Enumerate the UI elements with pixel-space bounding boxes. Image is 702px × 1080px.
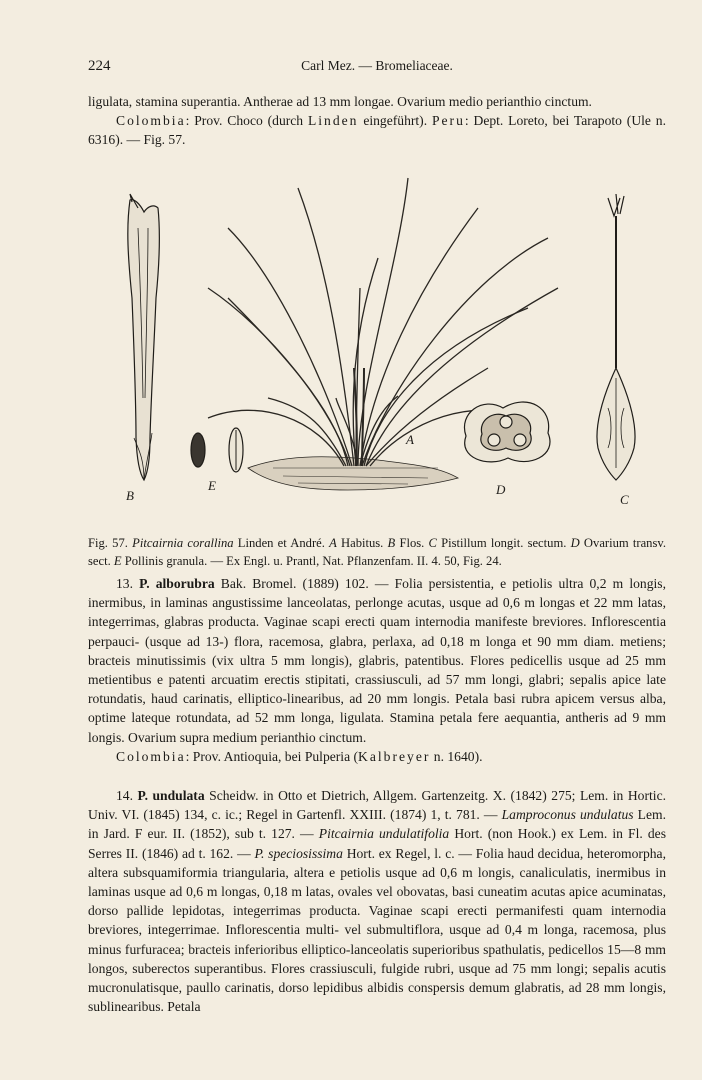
species-14-text-1: Scheidw. in Otto et Dietrich, Allgem. Gartenzeitg. X. (1842) 275; Lem. in Hortic. Univ. VI. (1845) 134, c. ic.; Regel in Gartenfl. XXIII. (1874) 1, t. 781. — <box>88 788 666 823</box>
species-13-text: Bak. Bromel. (1889) 102. — Folia persistentia, e petiolis ultra 0,2 m longis, inermibus, in laminas angustissime lanceolatas, perlonge acutas, usque ad 0,6 m longas et 22 mm latas, integerrimas, glabras producta. Vaginae scapi erecti quam internodia manifeste breviores. Inflorescentia perpauci- (usque ad 13-) flora, racemosa, glabra, perlaxa, ad 0,18 m longa et 90 mm diam. metiens; bracteis minutissimis (vix ultra 5 mm longis), glabris, patentibus. Flores pedicellis usque ad 25 mm metientibus e patenti arcuatim erectis stipitati, crassiusculi, ad 57 mm longi, glabri; sepalis apice late rotundatis, haud carinatis, elliptico-linearibus, ad 20 mm longis. Petala basi rubra apicem versus alba, optime lateque rotundata, ad 52 mm longa, ligulata. Stamina petala fere aequantia, antheris ad 9 mm longis. Ovarium supra medium perianthio cinctum. <box>88 576 666 745</box>
intro-paragraph <box>88 92 666 150</box>
caption-species: Pitcairnia corallina <box>132 536 234 550</box>
caption-letter-a: A <box>329 536 337 550</box>
caption-text-b: Flos. <box>395 536 429 550</box>
caption-letter-b: B <box>387 536 396 550</box>
running-title: Carl Mez. — Bromeliaceae. <box>301 58 453 73</box>
species-14-name: P. undulata <box>137 788 205 803</box>
page-header <box>88 58 666 78</box>
locality-country-2: Peru <box>431 113 465 129</box>
species-13-locality-text: : Prov. Antioquia, bei Pulperia ( <box>185 748 359 764</box>
species-13-number: 13. <box>116 576 140 591</box>
figure-caption <box>88 534 666 570</box>
species-14-number: 14. <box>116 788 138 803</box>
figure-label-d: D <box>496 482 506 497</box>
species-14-synonym-2: Pitcairnia undulatifolia <box>318 826 450 842</box>
pollen-drawing-e <box>191 428 243 472</box>
species-13-entry <box>88 574 666 766</box>
caption-letter-e: E <box>113 554 122 568</box>
locality-line <box>88 111 666 149</box>
species-14-synonym-1: Lamproconus undulatus <box>501 807 634 823</box>
caption-letter-c: C <box>428 536 437 550</box>
locality-country: Colombia <box>116 113 186 129</box>
species-13-country: Colombia <box>116 748 186 764</box>
caption-text-a: Habitus. <box>336 536 388 550</box>
species-13-collector: Kalbreyer <box>358 748 431 764</box>
flower-drawing-b <box>128 194 159 480</box>
species-13-locality <box>88 747 666 766</box>
figure-57 <box>108 168 648 530</box>
page-number: 224 <box>88 58 111 74</box>
intro-line: ligulata, stamina superantia. Antherae ad 13 mm longae. Ovarium medio perianthio cinctum. <box>88 94 592 109</box>
figure-label-a: A <box>406 432 414 447</box>
locality-text: : Prov. Choco (durch <box>185 113 308 129</box>
species-14-entry <box>88 786 666 1016</box>
species-13-name: P. alborubra <box>139 576 215 591</box>
figure-label-e: E <box>208 478 216 493</box>
species-14-text-2: Lem. in Jard. F eur. II. (1852), sub t. 127. — <box>88 807 666 842</box>
collector-name: Linden <box>307 113 359 129</box>
caption-letter-d: D <box>570 536 580 550</box>
figure-label-c: C <box>620 492 629 507</box>
locality-text-2: eingeführt). <box>358 113 432 129</box>
species-13-locality-text-2: n. 1640). <box>430 748 483 764</box>
species-14-text-4: Hort. ex Regel, l. c. — Folia haud decidua, heteromorpha, altera subsquamiformia triangularia, altera e petiolis usque ad 0,6 m longis, canaliculatis, inermibus in laminas usque ad 0,6 m longas, 0,18 m latas, ovales vel obovatas, basi cuneatim acutas apice acuminatas, dorso pallide lepidotas, integerrimas producta. Vaginae scapi erecti permanifesti quam internodia breviores, integerrimae. Inflorescentia multi- vel submultiflora, usque ad 0,4 m longa, racemosa, plus minus furfuracea; bracteis inferioribus elliptico-lanceolatis superioribus spathulatis, pedicellos 15—8 mm longos, suberectos superantibus. Flores crassiusculi, fulgide rubri, usque ad 75 mm longi; sepalis acutis mucronulatisque, paullo carinatis, dorso lepidibus albidis conspersis demum glabratis, ad 28 mm longis, sublinearibus. Petala <box>88 845 666 1015</box>
caption-fig-no: Fig. 57. <box>88 536 128 550</box>
caption-text-c: Pistillum longit. sectum. <box>436 536 571 550</box>
pistil-drawing-c <box>597 194 635 480</box>
ovary-section-drawing-d <box>464 402 550 462</box>
caption-text-d: Ovarium transv. sect. <box>88 536 667 568</box>
species-14-synonym-3: P. speciosissima <box>254 845 343 861</box>
species-14-text-3: Hort. (non Hook.) ex Lem. in Fl. des Serres II. (1846) ad t. 162. — <box>88 826 667 861</box>
species-13-description <box>88 574 666 747</box>
figure-label-b: B <box>126 488 134 503</box>
caption-text-e: Pollinis granula. — Ex Engl. u. Prantl, Nat. Pflanzenfam. II. 4. 50, Fig. 24. <box>121 554 502 568</box>
caption-authors: Linden et André. <box>233 536 330 550</box>
species-14-description <box>88 786 666 1016</box>
locality-text-3: : Dept. Loreto, bei Tarapoto (Ule n. 6316). — Fig. 57. <box>88 113 666 148</box>
